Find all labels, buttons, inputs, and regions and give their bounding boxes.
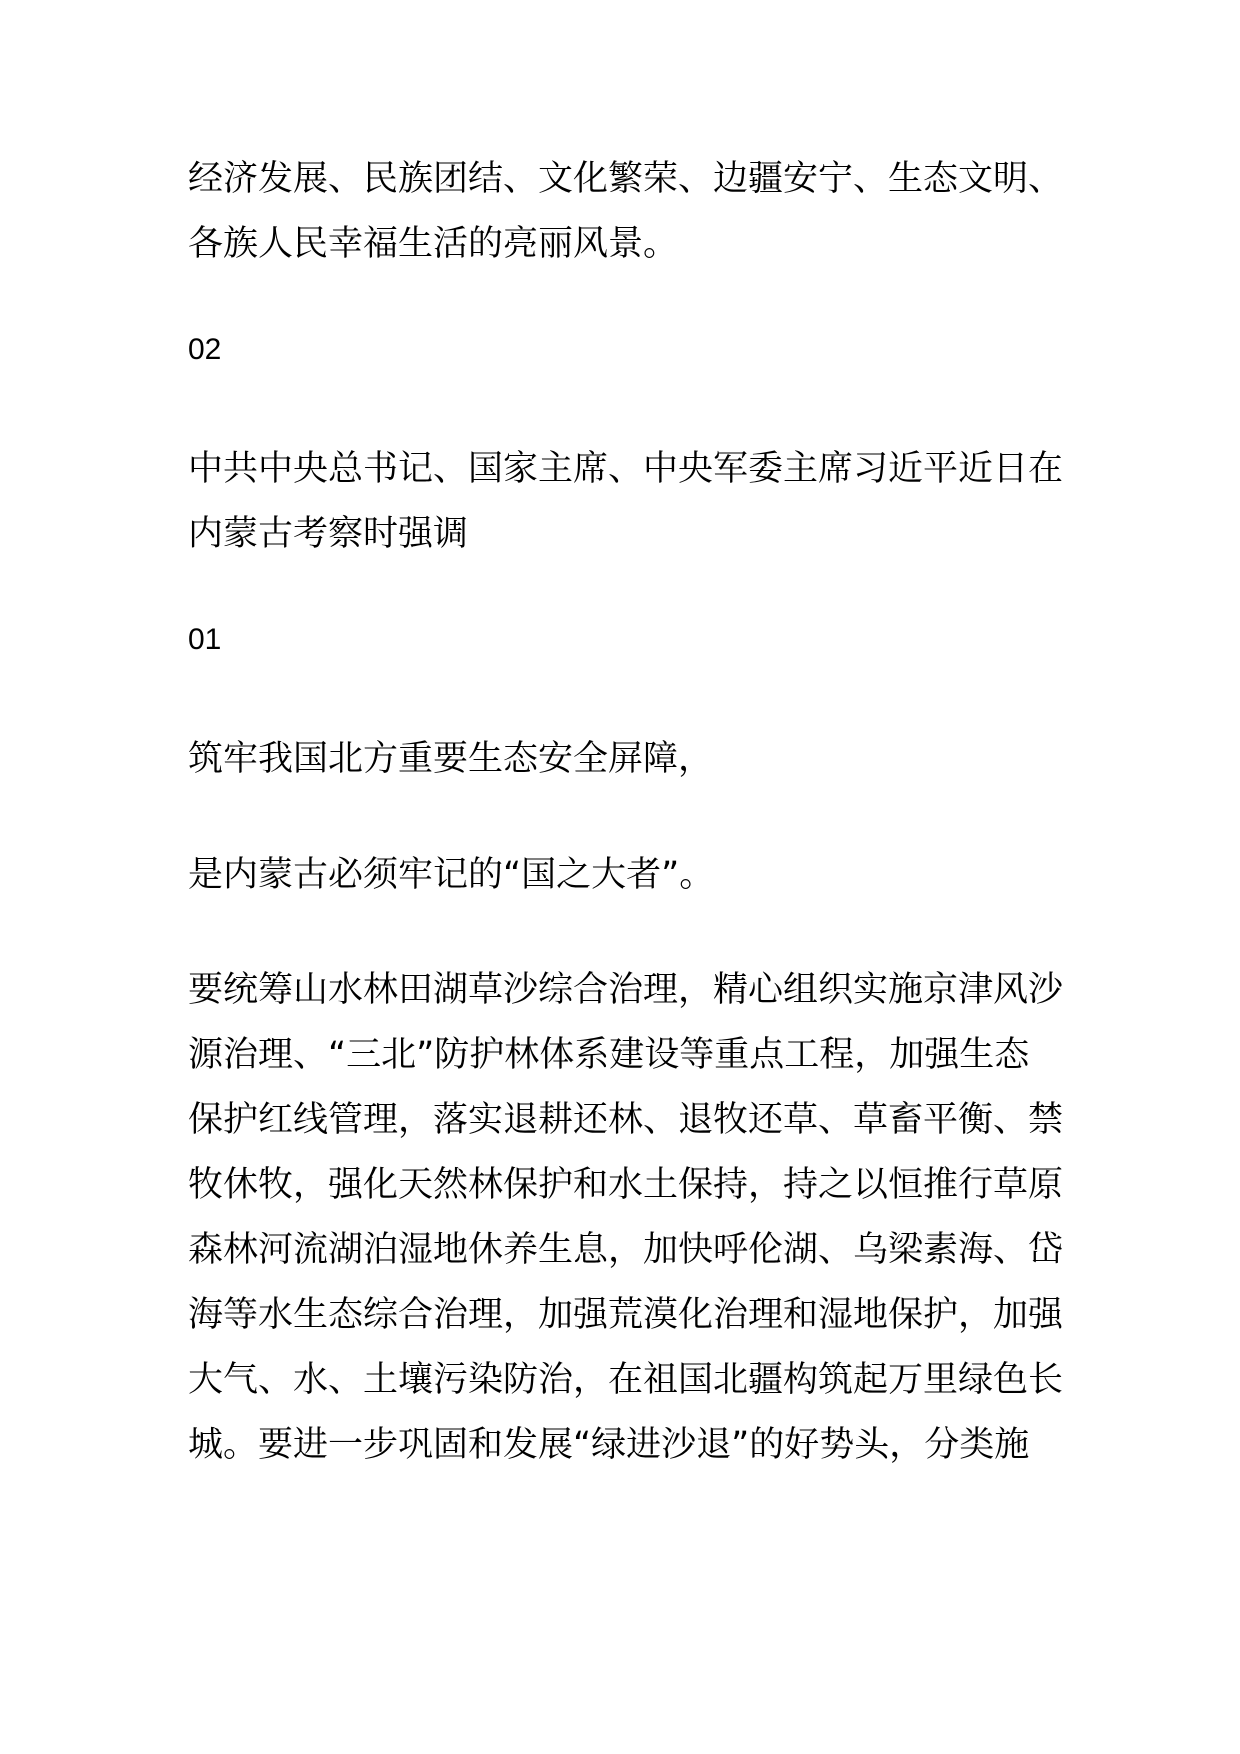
paragraph-line: 各族人民幸福生活的亮丽风景。 — [188, 224, 679, 264]
paragraph-line: 海等水生态综合治理，加强荒漠化治理和湿地保护，加强 — [188, 1295, 1064, 1335]
paragraph-line: 要统筹山水林田湖草沙综合治理，精心组织实施京津风沙 — [188, 970, 1064, 1010]
section-number: 02 — [188, 333, 222, 366]
paragraph-line: 森林河流湖泊湿地休养生息，加快呼伦湖、乌梁素海、岱 — [188, 1230, 1064, 1270]
section-number: 01 — [188, 623, 222, 656]
paragraph-line: 保护红线管理，落实退耕还林、退牧还草、草畜平衡、禁 — [188, 1100, 1064, 1140]
paragraph-line: 城。要进一步巩固和发展“绿进沙退”的好势头，分类施 — [188, 1425, 1030, 1465]
paragraph-line: 大气、水、土壤污染防治，在祖国北疆构筑起万里绿色长 — [188, 1360, 1064, 1400]
paragraph-line: 中共中央总书记、国家主席、中央军委主席习近平近日在 — [188, 449, 1064, 489]
paragraph-line: 源治理、“三北”防护林体系建设等重点工程，加强生态 — [188, 1035, 1030, 1075]
paragraph-body — [188, 958, 1068, 1478]
paragraph-line: 牧休牧，强化天然林保护和水土保持，持之以恒推行草原 — [188, 1165, 1064, 1205]
paragraph-line: 内蒙古考察时强调 — [188, 514, 469, 554]
paragraph-line: 经济发展、民族团结、文化繁荣、边疆安宁、生态文明、 — [188, 159, 1064, 199]
paragraph-statement — [188, 843, 1068, 908]
paragraph-line: 是内蒙古必须牢记的“国之大者”。 — [188, 855, 715, 895]
paragraph-intro — [188, 147, 1068, 277]
paragraph-statement — [188, 727, 1068, 792]
paragraph-line: 筑牢我国北方重要生态安全屏障， — [188, 739, 714, 779]
paragraph-headline — [188, 437, 1068, 567]
